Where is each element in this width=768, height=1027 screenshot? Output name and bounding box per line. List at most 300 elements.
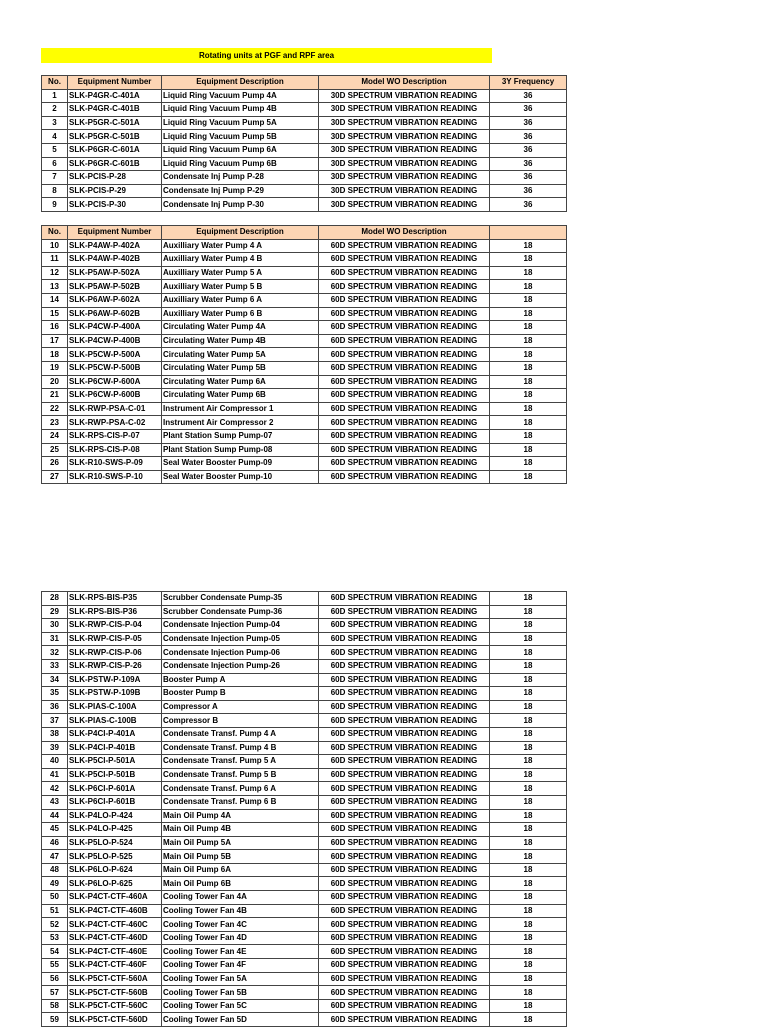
row-frequency: 18 bbox=[490, 1013, 567, 1027]
row-equipment-description: Cooling Tower Fan 4B bbox=[162, 904, 319, 918]
row-model-wo-description: 60D SPECTRUM VIBRATION READING bbox=[319, 389, 490, 403]
table-row bbox=[42, 755, 567, 769]
table-row bbox=[42, 918, 567, 932]
row-model-wo-description: 60D SPECTRUM VIBRATION READING bbox=[319, 850, 490, 864]
row-equipment-description: Condensate Injection Pump-26 bbox=[162, 659, 319, 673]
table-row bbox=[42, 850, 567, 864]
row-equipment-description: Plant Station Sump Pump-07 bbox=[162, 429, 319, 443]
row-frequency: 18 bbox=[490, 714, 567, 728]
row-model-wo-description: 60D SPECTRUM VIBRATION READING bbox=[319, 253, 490, 267]
row-equipment-description: Condensate Transf. Pump 6 B bbox=[162, 795, 319, 809]
row-model-wo-description: 60D SPECTRUM VIBRATION READING bbox=[319, 605, 490, 619]
row-model-wo-description: 60D SPECTRUM VIBRATION READING bbox=[319, 1013, 490, 1027]
row-equipment-number: SLK-P4LO-P-424 bbox=[68, 809, 162, 823]
row-frequency: 18 bbox=[490, 293, 567, 307]
row-equipment-description: Seal Water Booster Pump-09 bbox=[162, 457, 319, 471]
row-no: 10 bbox=[42, 239, 68, 253]
row-equipment-number: SLK-P6AW-P-602A bbox=[68, 293, 162, 307]
table-row bbox=[42, 836, 567, 850]
row-equipment-number: SLK-P6GR-C-601B bbox=[68, 157, 162, 171]
row-no: 43 bbox=[42, 795, 68, 809]
row-frequency: 36 bbox=[490, 143, 567, 157]
row-no: 44 bbox=[42, 809, 68, 823]
row-model-wo-description: 60D SPECTRUM VIBRATION READING bbox=[319, 823, 490, 837]
row-equipment-number: SLK-P6GR-C-601A bbox=[68, 143, 162, 157]
table-row bbox=[42, 592, 567, 606]
row-equipment-description: Auxilliary Water Pump 5 B bbox=[162, 280, 319, 294]
row-equipment-description: Main Oil Pump 5A bbox=[162, 836, 319, 850]
table-row bbox=[42, 768, 567, 782]
row-equipment-description: Circulating Water Pump 4B bbox=[162, 334, 319, 348]
row-equipment-description: Instrument Air Compressor 2 bbox=[162, 416, 319, 430]
table-row bbox=[42, 429, 567, 443]
row-model-wo-description: 60D SPECTRUM VIBRATION READING bbox=[319, 266, 490, 280]
row-equipment-number: SLK-P5CT-CTF-560B bbox=[68, 986, 162, 1000]
row-model-wo-description: 60D SPECTRUM VIBRATION READING bbox=[319, 795, 490, 809]
row-no: 9 bbox=[42, 198, 68, 212]
table-row bbox=[42, 103, 567, 117]
row-equipment-number: SLK-P5CI-P-501A bbox=[68, 755, 162, 769]
row-no: 48 bbox=[42, 863, 68, 877]
row-no: 25 bbox=[42, 443, 68, 457]
table-row bbox=[42, 457, 567, 471]
row-equipment-number: SLK-P5CW-P-500A bbox=[68, 348, 162, 362]
row-frequency: 18 bbox=[490, 470, 567, 484]
row-equipment-number: SLK-RWP-PSA-C-02 bbox=[68, 416, 162, 430]
row-equipment-number: SLK-P6AW-P-602B bbox=[68, 307, 162, 321]
table-row bbox=[42, 891, 567, 905]
row-model-wo-description: 60D SPECTRUM VIBRATION READING bbox=[319, 687, 490, 701]
row-equipment-number: SLK-P5GR-C-501B bbox=[68, 130, 162, 144]
row-no: 26 bbox=[42, 457, 68, 471]
row-equipment-description: Cooling Tower Fan 5A bbox=[162, 972, 319, 986]
row-no: 51 bbox=[42, 904, 68, 918]
row-equipment-number: SLK-P5CT-CTF-560C bbox=[68, 999, 162, 1013]
row-equipment-description: Liquid Ring Vacuum Pump 4B bbox=[162, 103, 319, 117]
row-frequency: 18 bbox=[490, 755, 567, 769]
table-row bbox=[42, 416, 567, 430]
row-equipment-number: SLK-P4GR-C-401B bbox=[68, 103, 162, 117]
row-frequency: 18 bbox=[490, 321, 567, 335]
row-frequency: 18 bbox=[490, 334, 567, 348]
row-no: 36 bbox=[42, 700, 68, 714]
row-equipment-number: SLK-PSTW-P-109A bbox=[68, 673, 162, 687]
row-model-wo-description: 60D SPECTRUM VIBRATION READING bbox=[319, 416, 490, 430]
row-model-wo-description: 60D SPECTRUM VIBRATION READING bbox=[319, 307, 490, 321]
table-row bbox=[42, 741, 567, 755]
row-equipment-number: SLK-P4LO-P-425 bbox=[68, 823, 162, 837]
row-no: 18 bbox=[42, 348, 68, 362]
row-equipment-number: SLK-RWP-CIS-P-06 bbox=[68, 646, 162, 660]
row-equipment-description: Circulating Water Pump 5B bbox=[162, 361, 319, 375]
row-equipment-number: SLK-PSTW-P-109B bbox=[68, 687, 162, 701]
row-equipment-number: SLK-R10-SWS-P-10 bbox=[68, 470, 162, 484]
row-equipment-number: SLK-PCIS-P-28 bbox=[68, 171, 162, 185]
row-no: 46 bbox=[42, 836, 68, 850]
table-row bbox=[42, 375, 567, 389]
header-equipment-description: Equipment Description bbox=[162, 76, 319, 90]
row-frequency: 36 bbox=[490, 198, 567, 212]
row-model-wo-description: 60D SPECTRUM VIBRATION READING bbox=[319, 375, 490, 389]
table-row bbox=[42, 646, 567, 660]
row-frequency: 18 bbox=[490, 632, 567, 646]
row-equipment-description: Main Oil Pump 6A bbox=[162, 863, 319, 877]
row-model-wo-description: 60D SPECTRUM VIBRATION READING bbox=[319, 945, 490, 959]
row-frequency: 18 bbox=[490, 945, 567, 959]
table-header-row bbox=[42, 76, 567, 90]
table-row bbox=[42, 116, 567, 130]
row-model-wo-description: 60D SPECTRUM VIBRATION READING bbox=[319, 402, 490, 416]
row-no: 1 bbox=[42, 89, 68, 103]
row-model-wo-description: 60D SPECTRUM VIBRATION READING bbox=[319, 904, 490, 918]
table-row bbox=[42, 307, 567, 321]
row-no: 20 bbox=[42, 375, 68, 389]
row-equipment-description: Cooling Tower Fan 5B bbox=[162, 986, 319, 1000]
row-equipment-number: SLK-P4CT-CTF-460F bbox=[68, 959, 162, 973]
row-no: 29 bbox=[42, 605, 68, 619]
row-equipment-number: SLK-P4CW-P-400A bbox=[68, 321, 162, 335]
row-equipment-description: Cooling Tower Fan 4E bbox=[162, 945, 319, 959]
row-model-wo-description: 60D SPECTRUM VIBRATION READING bbox=[319, 972, 490, 986]
row-no: 2 bbox=[42, 103, 68, 117]
row-model-wo-description: 60D SPECTRUM VIBRATION READING bbox=[319, 714, 490, 728]
row-frequency: 18 bbox=[490, 823, 567, 837]
table-row bbox=[42, 470, 567, 484]
row-frequency: 18 bbox=[490, 850, 567, 864]
row-model-wo-description: 60D SPECTRUM VIBRATION READING bbox=[319, 782, 490, 796]
table-row bbox=[42, 266, 567, 280]
header-equipment-description: Equipment Description bbox=[162, 226, 319, 240]
row-no: 41 bbox=[42, 768, 68, 782]
row-no: 56 bbox=[42, 972, 68, 986]
table-row bbox=[42, 632, 567, 646]
row-model-wo-description: 60D SPECTRUM VIBRATION READING bbox=[319, 931, 490, 945]
row-frequency: 36 bbox=[490, 116, 567, 130]
row-no: 53 bbox=[42, 931, 68, 945]
table-row bbox=[42, 293, 567, 307]
header-model-wo-description: Model WO Description bbox=[319, 226, 490, 240]
row-frequency: 18 bbox=[490, 782, 567, 796]
row-equipment-description: Booster Pump A bbox=[162, 673, 319, 687]
table-row bbox=[42, 157, 567, 171]
row-equipment-description: Circulating Water Pump 6B bbox=[162, 389, 319, 403]
table-row bbox=[42, 877, 567, 891]
row-no: 59 bbox=[42, 1013, 68, 1027]
row-no: 50 bbox=[42, 891, 68, 905]
table-row bbox=[42, 904, 567, 918]
row-no: 31 bbox=[42, 632, 68, 646]
table-pgf-30d bbox=[41, 75, 567, 212]
table-row bbox=[42, 795, 567, 809]
row-model-wo-description: 30D SPECTRUM VIBRATION READING bbox=[319, 89, 490, 103]
sheet-title: Rotating units at PGF and RPF area bbox=[41, 48, 492, 63]
table-row bbox=[42, 198, 567, 212]
row-model-wo-description: 60D SPECTRUM VIBRATION READING bbox=[319, 239, 490, 253]
row-equipment-number: SLK-P6LO-P-624 bbox=[68, 863, 162, 877]
table-pgf-60d bbox=[41, 225, 567, 484]
row-equipment-number: SLK-RPS-BIS-P36 bbox=[68, 605, 162, 619]
row-no: 32 bbox=[42, 646, 68, 660]
row-equipment-description: Condensate Transf. Pump 4 A bbox=[162, 727, 319, 741]
row-frequency: 18 bbox=[490, 741, 567, 755]
row-equipment-description: Main Oil Pump 5B bbox=[162, 850, 319, 864]
row-equipment-description: Circulating Water Pump 4A bbox=[162, 321, 319, 335]
table-row bbox=[42, 280, 567, 294]
row-equipment-number: SLK-P5CW-P-500B bbox=[68, 361, 162, 375]
row-equipment-number: SLK-P6LO-P-625 bbox=[68, 877, 162, 891]
row-equipment-description: Cooling Tower Fan 5C bbox=[162, 999, 319, 1013]
row-frequency: 36 bbox=[490, 103, 567, 117]
row-equipment-number: SLK-P5LO-P-525 bbox=[68, 850, 162, 864]
row-equipment-number: SLK-P4CT-CTF-460C bbox=[68, 918, 162, 932]
row-equipment-description: Condensate Inj Pump P-29 bbox=[162, 184, 319, 198]
row-no: 23 bbox=[42, 416, 68, 430]
row-no: 11 bbox=[42, 253, 68, 267]
row-frequency: 18 bbox=[490, 361, 567, 375]
row-frequency: 18 bbox=[490, 619, 567, 633]
row-equipment-description: Cooling Tower Fan 4F bbox=[162, 959, 319, 973]
row-equipment-description: Condensate Transf. Pump 5 B bbox=[162, 768, 319, 782]
row-no: 3 bbox=[42, 116, 68, 130]
row-equipment-number: SLK-P4AW-P-402A bbox=[68, 239, 162, 253]
row-equipment-description: Seal Water Booster Pump-10 bbox=[162, 470, 319, 484]
row-equipment-description: Condensate Transf. Pump 5 A bbox=[162, 755, 319, 769]
row-no: 37 bbox=[42, 714, 68, 728]
row-equipment-description: Liquid Ring Vacuum Pump 6B bbox=[162, 157, 319, 171]
row-equipment-number: SLK-P4CI-P-401A bbox=[68, 727, 162, 741]
row-equipment-number: SLK-P4CI-P-401B bbox=[68, 741, 162, 755]
row-equipment-description: Condensate Inj Pump P-30 bbox=[162, 198, 319, 212]
row-model-wo-description: 60D SPECTRUM VIBRATION READING bbox=[319, 619, 490, 633]
table-row bbox=[42, 605, 567, 619]
row-equipment-description: Condensate Transf. Pump 6 A bbox=[162, 782, 319, 796]
row-equipment-number: SLK-PIAS-C-100A bbox=[68, 700, 162, 714]
row-equipment-description: Liquid Ring Vacuum Pump 4A bbox=[162, 89, 319, 103]
row-model-wo-description: 60D SPECTRUM VIBRATION READING bbox=[319, 470, 490, 484]
row-frequency: 18 bbox=[490, 959, 567, 973]
row-no: 6 bbox=[42, 157, 68, 171]
row-equipment-description: Condensate Injection Pump-05 bbox=[162, 632, 319, 646]
row-equipment-description: Condensate Transf. Pump 4 B bbox=[162, 741, 319, 755]
row-no: 34 bbox=[42, 673, 68, 687]
row-no: 7 bbox=[42, 171, 68, 185]
row-no: 30 bbox=[42, 619, 68, 633]
row-model-wo-description: 60D SPECTRUM VIBRATION READING bbox=[319, 755, 490, 769]
row-frequency: 18 bbox=[490, 646, 567, 660]
row-no: 40 bbox=[42, 755, 68, 769]
table-row bbox=[42, 673, 567, 687]
row-frequency: 18 bbox=[490, 605, 567, 619]
row-equipment-number: SLK-PIAS-C-100B bbox=[68, 714, 162, 728]
row-frequency: 18 bbox=[490, 266, 567, 280]
row-equipment-description: Compressor B bbox=[162, 714, 319, 728]
row-frequency: 18 bbox=[490, 700, 567, 714]
row-frequency: 18 bbox=[490, 375, 567, 389]
row-frequency: 36 bbox=[490, 130, 567, 144]
table-row bbox=[42, 389, 567, 403]
row-equipment-number: SLK-P4CT-CTF-460D bbox=[68, 931, 162, 945]
table-row bbox=[42, 361, 567, 375]
row-frequency: 18 bbox=[490, 239, 567, 253]
row-equipment-number: SLK-RWP-CIS-P-05 bbox=[68, 632, 162, 646]
header-equipment-number: Equipment Number bbox=[68, 76, 162, 90]
table-row bbox=[42, 143, 567, 157]
row-model-wo-description: 60D SPECTRUM VIBRATION READING bbox=[319, 321, 490, 335]
row-no: 42 bbox=[42, 782, 68, 796]
row-equipment-description: Condensate Injection Pump-04 bbox=[162, 619, 319, 633]
row-equipment-number: SLK-P4AW-P-402B bbox=[68, 253, 162, 267]
row-equipment-number: SLK-PCIS-P-29 bbox=[68, 184, 162, 198]
row-equipment-number: SLK-P4CW-P-400B bbox=[68, 334, 162, 348]
row-no: 5 bbox=[42, 143, 68, 157]
row-equipment-description: Auxilliary Water Pump 4 A bbox=[162, 239, 319, 253]
row-equipment-number: SLK-P5CT-CTF-560A bbox=[68, 972, 162, 986]
table-row bbox=[42, 999, 567, 1013]
row-equipment-description: Circulating Water Pump 6A bbox=[162, 375, 319, 389]
row-equipment-description: Liquid Ring Vacuum Pump 5A bbox=[162, 116, 319, 130]
row-frequency: 18 bbox=[490, 795, 567, 809]
row-equipment-description: Cooling Tower Fan 4A bbox=[162, 891, 319, 905]
table-row bbox=[42, 184, 567, 198]
table-row bbox=[42, 321, 567, 335]
row-no: 58 bbox=[42, 999, 68, 1013]
header-no: No. bbox=[42, 226, 68, 240]
table-row bbox=[42, 687, 567, 701]
row-equipment-description: Scrubber Condensate Pump-36 bbox=[162, 605, 319, 619]
row-equipment-number: SLK-P5GR-C-501A bbox=[68, 116, 162, 130]
row-equipment-number: SLK-P4CT-CTF-460B bbox=[68, 904, 162, 918]
row-no: 27 bbox=[42, 470, 68, 484]
row-frequency: 18 bbox=[490, 389, 567, 403]
row-equipment-description: Instrument Air Compressor 1 bbox=[162, 402, 319, 416]
row-model-wo-description: 30D SPECTRUM VIBRATION READING bbox=[319, 157, 490, 171]
row-equipment-description: Condensate Injection Pump-06 bbox=[162, 646, 319, 660]
row-model-wo-description: 60D SPECTRUM VIBRATION READING bbox=[319, 727, 490, 741]
row-frequency: 18 bbox=[490, 863, 567, 877]
row-no: 38 bbox=[42, 727, 68, 741]
table-row bbox=[42, 782, 567, 796]
row-frequency: 18 bbox=[490, 986, 567, 1000]
row-no: 47 bbox=[42, 850, 68, 864]
row-equipment-number: SLK-P6CI-P-601B bbox=[68, 795, 162, 809]
row-model-wo-description: 60D SPECTRUM VIBRATION READING bbox=[319, 361, 490, 375]
row-no: 45 bbox=[42, 823, 68, 837]
header-frequency: 3Y Frequency bbox=[490, 76, 567, 90]
row-model-wo-description: 30D SPECTRUM VIBRATION READING bbox=[319, 130, 490, 144]
row-no: 4 bbox=[42, 130, 68, 144]
row-frequency: 18 bbox=[490, 416, 567, 430]
table-row bbox=[42, 89, 567, 103]
row-no: 14 bbox=[42, 293, 68, 307]
table-row bbox=[42, 714, 567, 728]
row-equipment-number: SLK-RWP-PSA-C-01 bbox=[68, 402, 162, 416]
row-equipment-description: Cooling Tower Fan 4C bbox=[162, 918, 319, 932]
row-frequency: 18 bbox=[490, 443, 567, 457]
row-equipment-number: SLK-P5CT-CTF-560D bbox=[68, 1013, 162, 1027]
row-equipment-number: SLK-RPS-CIS-P-07 bbox=[68, 429, 162, 443]
table-row bbox=[42, 334, 567, 348]
row-no: 33 bbox=[42, 659, 68, 673]
row-model-wo-description: 30D SPECTRUM VIBRATION READING bbox=[319, 198, 490, 212]
row-frequency: 18 bbox=[490, 972, 567, 986]
row-equipment-number: SLK-P6CW-P-600B bbox=[68, 389, 162, 403]
row-model-wo-description: 60D SPECTRUM VIBRATION READING bbox=[319, 986, 490, 1000]
row-model-wo-description: 60D SPECTRUM VIBRATION READING bbox=[319, 999, 490, 1013]
row-frequency: 18 bbox=[490, 809, 567, 823]
row-frequency: 18 bbox=[490, 402, 567, 416]
row-no: 17 bbox=[42, 334, 68, 348]
row-frequency: 18 bbox=[490, 904, 567, 918]
table-row bbox=[42, 239, 567, 253]
row-equipment-description: Circulating Water Pump 5A bbox=[162, 348, 319, 362]
row-equipment-number: SLK-RWP-CIS-P-04 bbox=[68, 619, 162, 633]
row-equipment-description: Main Oil Pump 4A bbox=[162, 809, 319, 823]
row-model-wo-description: 60D SPECTRUM VIBRATION READING bbox=[319, 836, 490, 850]
table-row bbox=[42, 700, 567, 714]
row-frequency: 18 bbox=[490, 673, 567, 687]
row-model-wo-description: 60D SPECTRUM VIBRATION READING bbox=[319, 741, 490, 755]
row-frequency: 18 bbox=[490, 877, 567, 891]
row-no: 16 bbox=[42, 321, 68, 335]
row-no: 21 bbox=[42, 389, 68, 403]
row-frequency: 18 bbox=[490, 836, 567, 850]
row-model-wo-description: 60D SPECTRUM VIBRATION READING bbox=[319, 592, 490, 606]
row-no: 22 bbox=[42, 402, 68, 416]
row-equipment-description: Condensate Inj Pump P-28 bbox=[162, 171, 319, 185]
row-no: 57 bbox=[42, 986, 68, 1000]
row-equipment-description: Main Oil Pump 6B bbox=[162, 877, 319, 891]
row-equipment-number: SLK-RPS-CIS-P-08 bbox=[68, 443, 162, 457]
row-frequency: 36 bbox=[490, 171, 567, 185]
row-equipment-number: SLK-P4CT-CTF-460E bbox=[68, 945, 162, 959]
row-frequency: 36 bbox=[490, 157, 567, 171]
row-equipment-number: SLK-P6CW-P-600A bbox=[68, 375, 162, 389]
table-row bbox=[42, 659, 567, 673]
table-row bbox=[42, 945, 567, 959]
row-model-wo-description: 60D SPECTRUM VIBRATION READING bbox=[319, 877, 490, 891]
table-row bbox=[42, 619, 567, 633]
row-model-wo-description: 60D SPECTRUM VIBRATION READING bbox=[319, 632, 490, 646]
row-equipment-description: Cooling Tower Fan 5D bbox=[162, 1013, 319, 1027]
table-row bbox=[42, 931, 567, 945]
row-equipment-number: SLK-RPS-BIS-P35 bbox=[68, 592, 162, 606]
row-model-wo-description: 60D SPECTRUM VIBRATION READING bbox=[319, 809, 490, 823]
row-frequency: 18 bbox=[490, 253, 567, 267]
row-equipment-description: Plant Station Sump Pump-08 bbox=[162, 443, 319, 457]
row-model-wo-description: 60D SPECTRUM VIBRATION READING bbox=[319, 959, 490, 973]
row-model-wo-description: 30D SPECTRUM VIBRATION READING bbox=[319, 103, 490, 117]
row-no: 8 bbox=[42, 184, 68, 198]
row-equipment-description: Cooling Tower Fan 4D bbox=[162, 931, 319, 945]
row-equipment-description: Main Oil Pump 4B bbox=[162, 823, 319, 837]
row-frequency: 18 bbox=[490, 727, 567, 741]
table-header-row bbox=[42, 226, 567, 240]
row-frequency: 18 bbox=[490, 687, 567, 701]
row-model-wo-description: 60D SPECTRUM VIBRATION READING bbox=[319, 673, 490, 687]
row-model-wo-description: 60D SPECTRUM VIBRATION READING bbox=[319, 457, 490, 471]
row-model-wo-description: 30D SPECTRUM VIBRATION READING bbox=[319, 143, 490, 157]
table-row bbox=[42, 986, 567, 1000]
row-no: 49 bbox=[42, 877, 68, 891]
table-row bbox=[42, 959, 567, 973]
row-no: 19 bbox=[42, 361, 68, 375]
row-frequency: 18 bbox=[490, 918, 567, 932]
table-row bbox=[42, 253, 567, 267]
row-model-wo-description: 60D SPECTRUM VIBRATION READING bbox=[319, 443, 490, 457]
row-model-wo-description: 60D SPECTRUM VIBRATION READING bbox=[319, 293, 490, 307]
row-no: 35 bbox=[42, 687, 68, 701]
row-model-wo-description: 60D SPECTRUM VIBRATION READING bbox=[319, 334, 490, 348]
